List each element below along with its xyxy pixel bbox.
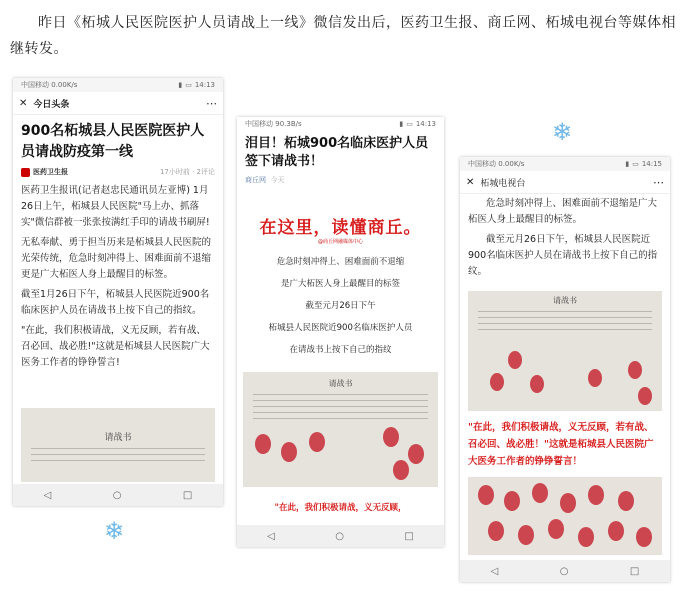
text-line (253, 412, 428, 413)
quote-line: 在请战书上按下自己的指纹 (289, 345, 392, 355)
battery-icon: ▭ (406, 120, 413, 128)
phone-screenshot-shangqiu (237, 117, 444, 547)
article-paragraph: 危急时刻冲得上、困难面前不退缩是广大柘医人身上最醒目的标签。 (468, 198, 658, 225)
close-icon[interactable]: ✕ (466, 176, 475, 188)
fingerprint (488, 521, 504, 541)
status-bar (13, 78, 223, 92)
fingerprint (636, 527, 652, 547)
status-time: 14:15 (641, 160, 662, 168)
source-name[interactable]: 医药卫生报 (33, 168, 68, 176)
red-quote: "在此，我们积极请战，义无反顾， (274, 503, 407, 513)
status-time: 14:13 (415, 120, 436, 128)
fingerprint (588, 369, 602, 387)
red-quote: "在此，我们积极请战，义无反顾，若有战、召必回、战必胜！"这就是柘城县人民医院广大医务工作者的铮铮誓言！ (468, 422, 654, 467)
fingerprint (393, 460, 409, 480)
source-logo-icon (21, 168, 30, 177)
quote-line: 是广大柘医人身上最醒目的标签 (280, 279, 400, 289)
status-time: 14:13 (194, 81, 215, 89)
network-speed: 0.00K/s (51, 81, 78, 89)
petition-photo (468, 291, 662, 411)
back-button[interactable]: ◁ (267, 530, 275, 542)
petition-photo (21, 408, 215, 482)
fingerprint (578, 527, 594, 547)
home-button[interactable]: ○ (335, 530, 344, 542)
fingerprint (255, 434, 271, 454)
banner-slogan: 在这里，读懂商丘。 (259, 218, 422, 238)
fingerprint (638, 387, 652, 405)
text-line (31, 454, 205, 455)
back-button[interactable]: ◁ (490, 565, 499, 577)
fingerprint (618, 491, 634, 511)
home-button[interactable]: ○ (559, 565, 569, 577)
fingerprint (478, 485, 494, 505)
app-header (460, 171, 670, 194)
app-name: 今日头条 (33, 99, 70, 110)
article-paragraph: 医药卫生报讯(记者赵忠民通讯员左亚博) 1月26日上午，柘城县人民医院"马上办、抓落实"微信群被一张张按满红手印的请战书刷屏! (21, 185, 210, 228)
source-row (13, 165, 223, 181)
fingerprint (281, 442, 297, 462)
article-paragraph: 截至1月26日下午，柘城县人民医院近900名临床医护人员在请战书上按下自己的指纹。 (21, 289, 210, 316)
more-icon[interactable]: ⋯ (653, 175, 664, 189)
text-line (478, 311, 652, 312)
recent-apps-button[interactable]: □ (404, 530, 414, 542)
article-paragraph: "在此，我们积极请战，义无反顾，若有战、召必回、战必胜!"这就是柘城县人民医院广大医务工作者的铮铮誓言! (21, 325, 210, 368)
status-bar (237, 117, 444, 131)
fingerprint (408, 444, 424, 464)
more-icon[interactable]: ⋯ (206, 96, 217, 110)
battery-icon: ▭ (632, 160, 639, 168)
text-line (253, 394, 428, 395)
article-paragraph: 无私奉献、勇于担当历来是柘城县人民医院的光荣传统，危急时刻冲得上、困难面前不退缩更是广大柘医人身上最醒目的标签。 (21, 237, 212, 280)
fingerprint (588, 485, 604, 505)
snowflake-icon: ❄ (552, 118, 573, 146)
snowflake-icon: ❄ (104, 517, 125, 545)
battery-icon: ▭ (185, 81, 192, 89)
text-line (253, 406, 428, 407)
carrier-label: 中国移动 (245, 120, 273, 128)
android-nav-bar (460, 560, 670, 582)
fingerprint (532, 483, 548, 503)
fingerprint (628, 361, 642, 379)
intro-paragraph: 昨日《柘城人民医院医护人员请战上一线》微信发出后，医药卫生报、商丘网、柘城电视台等媒体相继转发。 (10, 15, 676, 57)
text-line (478, 323, 652, 324)
quote-line: 截至元月26日下午 (305, 301, 376, 311)
banner-subtitle: @商丘网融媒体中心 (317, 239, 363, 245)
article-title: 泪目！柘城900名临床医护人员签下请战书！ (245, 136, 429, 169)
text-line (478, 317, 652, 318)
signal-icon: ▮ (178, 81, 183, 89)
back-button[interactable]: ◁ (43, 489, 52, 501)
fingerprint (530, 375, 544, 393)
app-name: 柘城电视台 (480, 178, 526, 189)
carrier-label: 中国移动 (468, 160, 496, 168)
petition-title: 请战书 (104, 433, 132, 443)
text-line (478, 329, 652, 330)
recent-apps-button[interactable]: □ (629, 565, 640, 577)
signal-icon: ▮ (625, 160, 630, 168)
fingerprint (508, 351, 522, 369)
android-nav-bar (237, 525, 444, 547)
phone-screenshot-zhecheng-tv (460, 157, 670, 582)
quote-line: 柘城县人民医院近900名临床医护人员 (268, 323, 413, 333)
fingerprint (608, 521, 624, 541)
article-meta: 17小时前 · 2评论 (159, 168, 215, 176)
network-speed: 0.00K/s (498, 160, 525, 168)
fingerprint (504, 491, 520, 511)
petition-photo (243, 372, 438, 487)
fingerprint (548, 519, 564, 539)
fingerprint-photo (468, 477, 662, 555)
home-button[interactable]: ○ (112, 489, 122, 501)
fingerprint (490, 373, 504, 391)
signal-icon: ▮ (399, 120, 404, 128)
petition-title: 请战书 (553, 296, 577, 305)
close-icon[interactable]: ✕ (19, 97, 28, 109)
status-bar (460, 157, 670, 171)
network-speed: 90.3B/s (275, 120, 302, 128)
quote-line: 危急时刻冲得上、困难面前不退缩 (276, 257, 405, 267)
fingerprint (309, 432, 325, 452)
fingerprint (560, 493, 576, 513)
text-line (253, 418, 428, 419)
publish-time: 今天 (270, 176, 285, 184)
petition-title: 请战书 (328, 379, 353, 388)
article-paragraph: 截至元月26日下午，柘城县人民医院近900名临床医护人员在请战书上按下自己的指纹。 (468, 234, 658, 277)
fingerprint (383, 427, 399, 447)
text-line (31, 460, 205, 461)
source-name[interactable]: 商丘网 (245, 176, 266, 184)
phone-screenshot-toutiao (13, 78, 223, 506)
recent-apps-button[interactable]: □ (182, 489, 193, 501)
app-header (13, 92, 223, 115)
text-line (253, 400, 428, 401)
fingerprint (518, 525, 534, 545)
text-line (31, 448, 205, 449)
carrier-label: 中国移动 (21, 81, 49, 89)
source-row (237, 173, 444, 189)
android-nav-bar (13, 484, 223, 506)
article-title: 900名柘城县人民医院医护人员请战防疫第一线 (21, 123, 205, 160)
